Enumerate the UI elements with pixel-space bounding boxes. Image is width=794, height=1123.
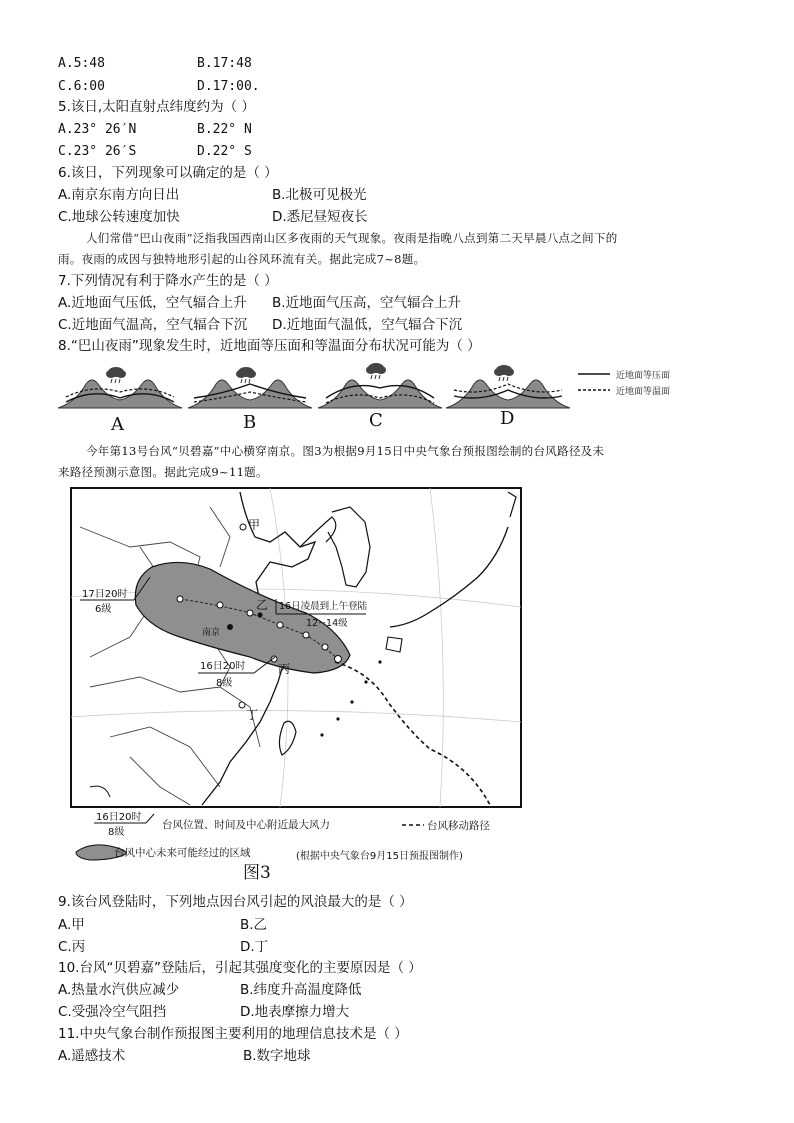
section-a-diagram [58,367,182,408]
track-point-current [335,656,342,663]
q10-option-b[interactable]: B.纬度升高温度降低 [240,982,362,998]
q9-option-c[interactable]: C.丙 [58,939,86,955]
q6-option-b[interactable]: B.北极可见极光 [272,187,367,203]
legend-area-text: 台风中心未来可能经过的区域 [114,847,251,859]
q5-option-c[interactable]: C.23° 26′S [58,144,137,159]
section-a-label: A [111,414,124,435]
place-marker-jia [240,524,246,530]
section-c-label: C [369,410,383,431]
q6-option-a[interactable]: A.南京东南方向日出 [58,187,180,203]
q4-option-b[interactable]: B.17:48 [197,56,252,71]
q6-option-d[interactable]: D.悉尼昼短夜长 [272,209,368,225]
legend-path-text: 台风移动路径 [427,820,490,832]
box2-time: 16日凌晨到上午登陆 [279,601,368,612]
box1-level: 6级 [95,604,112,615]
q6-option-c[interactable]: C.地球公转速度加快 [58,209,180,225]
passage1-line1: 人们常借“巴山夜雨”泛指我国西南山区多夜雨的天气现象。夜雨是指晚八点到第二天早晨八点之间下的 [86,231,618,245]
box1-time: 17日20时 [82,589,128,600]
q4-option-c[interactable]: C.6:00 [58,79,105,94]
place-label-jia: 甲 [248,518,261,532]
q6-stem: 6.该日，下列现象可以确定的是（ ） [58,165,278,181]
map-legend [70,808,510,866]
box3-time: 16日20时 [200,661,246,672]
q4-option-a[interactable]: A.5:48 [58,56,105,71]
isotherm-legend-label: 近地面等温面 [616,387,671,397]
q9-stem: 9.该台风登陆时，下列地点因台风引起的风浪最大的是（ ） [58,894,413,910]
q5-option-b[interactable]: B.22° N [197,122,252,137]
section-d-label: D [500,408,515,429]
place-label-yi: 乙 [256,598,269,612]
legend-sample-level: 8级 [108,827,125,838]
legend-sample-time: 16日20时 [96,812,142,823]
legend-position-text: 台风位置、时间及中心附近最大风力 [162,819,330,831]
q5-option-a[interactable]: A.23° 26′N [58,122,137,137]
place-marker-ding [239,702,245,708]
passage2-line2: 来路径预测示意图。据此完成9~11题。 [58,465,268,479]
q10-option-d[interactable]: D.地表摩擦力增大 [240,1004,350,1020]
section-b-label: B [243,412,257,433]
box2-level: 12~14级 [306,618,348,629]
q10-option-c[interactable]: C.受强冷空气阻挡 [58,1004,167,1020]
q9-option-d[interactable]: D.丁 [240,939,269,955]
q5-option-d[interactable]: D.22° S [197,144,252,159]
q5-stem: 5.该日,太阳直射点纬度约为（ ） [58,99,255,115]
legend-source-text: (根据中央气象台9月15日预报图制作) [296,851,463,862]
typhoon-track-map [70,487,522,808]
q8-stem: 8.“巴山夜雨”现象发生时，近地面等压面和等温面分布状况可能为（ ） [58,338,481,354]
place-marker-yi [257,612,262,617]
q10-stem: 10.台风“贝碧嘉”登陆后，引起其强度变化的主要原因是（ ） [58,960,422,976]
passage1-line2: 雨。夜雨的成因与独特地形引起的山谷风环流有关。据此完成7~8题。 [58,252,426,266]
q7-option-b[interactable]: B.近地面气压高，空气辐合上升 [272,295,462,311]
q7-option-d[interactable]: D.近地面气温低，空气辐合下沉 [272,317,463,333]
section-c-diagram [318,363,442,408]
place-label-bing: 丙 [278,662,291,676]
q7-option-c[interactable]: C.近地面气温高，空气辐合下沉 [58,317,248,333]
nanjing-label: 南京 [202,628,221,638]
q4-option-d[interactable]: D.17:00. [197,79,260,94]
valley-cross-section-figure [58,358,698,414]
track-point-17d20h [177,596,183,602]
track-point-16d20h [277,622,283,628]
figure-caption: 图3 [243,863,271,883]
q9-option-b[interactable]: B.乙 [240,917,268,933]
box3-level: 8级 [216,678,233,689]
section-b-diagram [188,367,312,408]
q7-option-a[interactable]: A.近地面气压低，空气辐合上升 [58,295,247,311]
isobar-legend-label: 近地面等压面 [616,371,671,381]
passage2-line1: 今年第13号台风“贝碧嘉”中心横穿南京。图3为根据9月15日中央气象台预报图绘制的台风路径及未 [86,444,605,458]
nanjing-marker [227,624,233,630]
q11-option-b[interactable]: B.数字地球 [243,1048,311,1064]
q9-option-a[interactable]: A.甲 [58,917,85,933]
place-label-ding: 丁 [246,708,259,722]
q11-stem: 11.中央气象台制作预报图主要利用的地理信息技术是（ ） [58,1026,408,1042]
q10-option-a[interactable]: A.热量水汽供应减少 [58,982,180,998]
q11-option-a[interactable]: A.遥感技术 [58,1048,126,1064]
section-d-diagram [446,365,570,408]
q7-stem: 7.下列情况有利于降水产生的是（ ） [58,273,278,289]
